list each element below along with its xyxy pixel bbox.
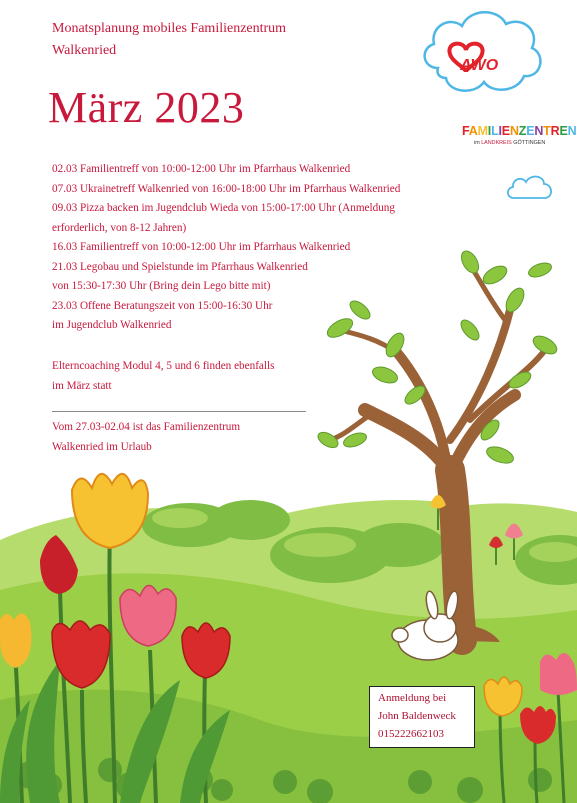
registration-contact-name: John Baldenweck — [378, 710, 456, 722]
familienzentren-letter: M — [477, 124, 488, 138]
coaching-line-2: im März statt — [52, 379, 112, 392]
familienzentren-letter: A — [468, 124, 478, 138]
event-list — [52, 160, 452, 336]
header-line-1: Monatsplanung mobiles Familienzentrum — [52, 21, 287, 36]
svg-text:AWO: AWO — [460, 57, 499, 74]
event-line: 02.03 Familientreff von 10:00-12:00 Uhr im Pfarrhaus Walkenried — [52, 163, 351, 175]
familienzentren-letter: F — [462, 124, 469, 138]
registration-label: Anmeldung bei — [378, 692, 447, 704]
familienzentren-letter: N — [509, 124, 519, 138]
vacation-line-1: Vom 27.03-02.04 ist das Familienzentrum — [52, 421, 241, 433]
event-line: 09.03 Pizza backen im Jugendclub Wieda von 15:00-17:00 Uhr (Anmeldung — [52, 202, 395, 214]
event-line: 16.03 Familientreff von 10:00-12:00 Uhr im Pfarrhaus Walkenried — [52, 241, 351, 253]
awo-logo — [418, 6, 546, 102]
coaching-note — [52, 357, 322, 396]
divider — [52, 411, 306, 412]
fz-sub-suffix: GÖTTINGEN — [511, 140, 546, 146]
event-line: 23.03 Offene Beratungszeit von 15:00-16:30 Uhr — [52, 299, 273, 312]
vacation-note — [52, 418, 312, 457]
event-line: von 15:30-17:30 Uhr (Bring dein Lego bitte mit) — [52, 280, 271, 292]
familienzentren-letter: N — [567, 124, 577, 138]
registration-box — [369, 686, 475, 748]
familienzentren-letter: E — [559, 124, 568, 138]
familienzentren-letter: E — [526, 124, 535, 138]
familienzentren-wordmark — [462, 124, 577, 138]
header-title — [52, 18, 382, 62]
familienzentren-letter: T — [543, 124, 551, 138]
event-line: 07.03 Ukrainetreff Walkenried von 16:00-18:00 Uhr im Pfarrhaus Walkenried — [52, 182, 401, 195]
fz-sub-landkreis: LANDKREIS — [481, 140, 512, 146]
familienzentren-letter: I — [498, 124, 502, 138]
header-line-2: Walkenried — [52, 43, 117, 58]
familienzentren-letter: E — [501, 124, 510, 138]
familienzentren-letter: L — [491, 124, 499, 138]
event-line: erforderlich, von 8-12 Jahren) — [52, 221, 187, 234]
familienzentren-logo — [462, 124, 577, 168]
familienzentren-letter: I — [487, 124, 492, 138]
fz-sub-prefix: im — [474, 140, 482, 146]
registration-phone: 015222662103 — [378, 728, 444, 740]
coaching-line-1: Elterncoaching Modul 4, 5 und 6 finden ebenfalls — [52, 360, 275, 372]
small-cloud-icon — [504, 172, 556, 204]
event-line: im Jugendclub Walkenried — [52, 319, 172, 331]
vacation-line-2: Walkenried im Urlaub — [52, 440, 152, 453]
awo-cloud-icon — [418, 6, 546, 102]
month-title: März 2023 — [48, 83, 245, 132]
familienzentren-letter: Z — [518, 124, 527, 138]
familienzentren-letter: R — [550, 124, 560, 138]
familienzentren-letter: N — [534, 124, 544, 138]
event-line: 21.03 Legobau und Spielstunde im Pfarrhaus Walkenried — [52, 260, 308, 273]
familienzentren-subtitle — [474, 140, 574, 146]
